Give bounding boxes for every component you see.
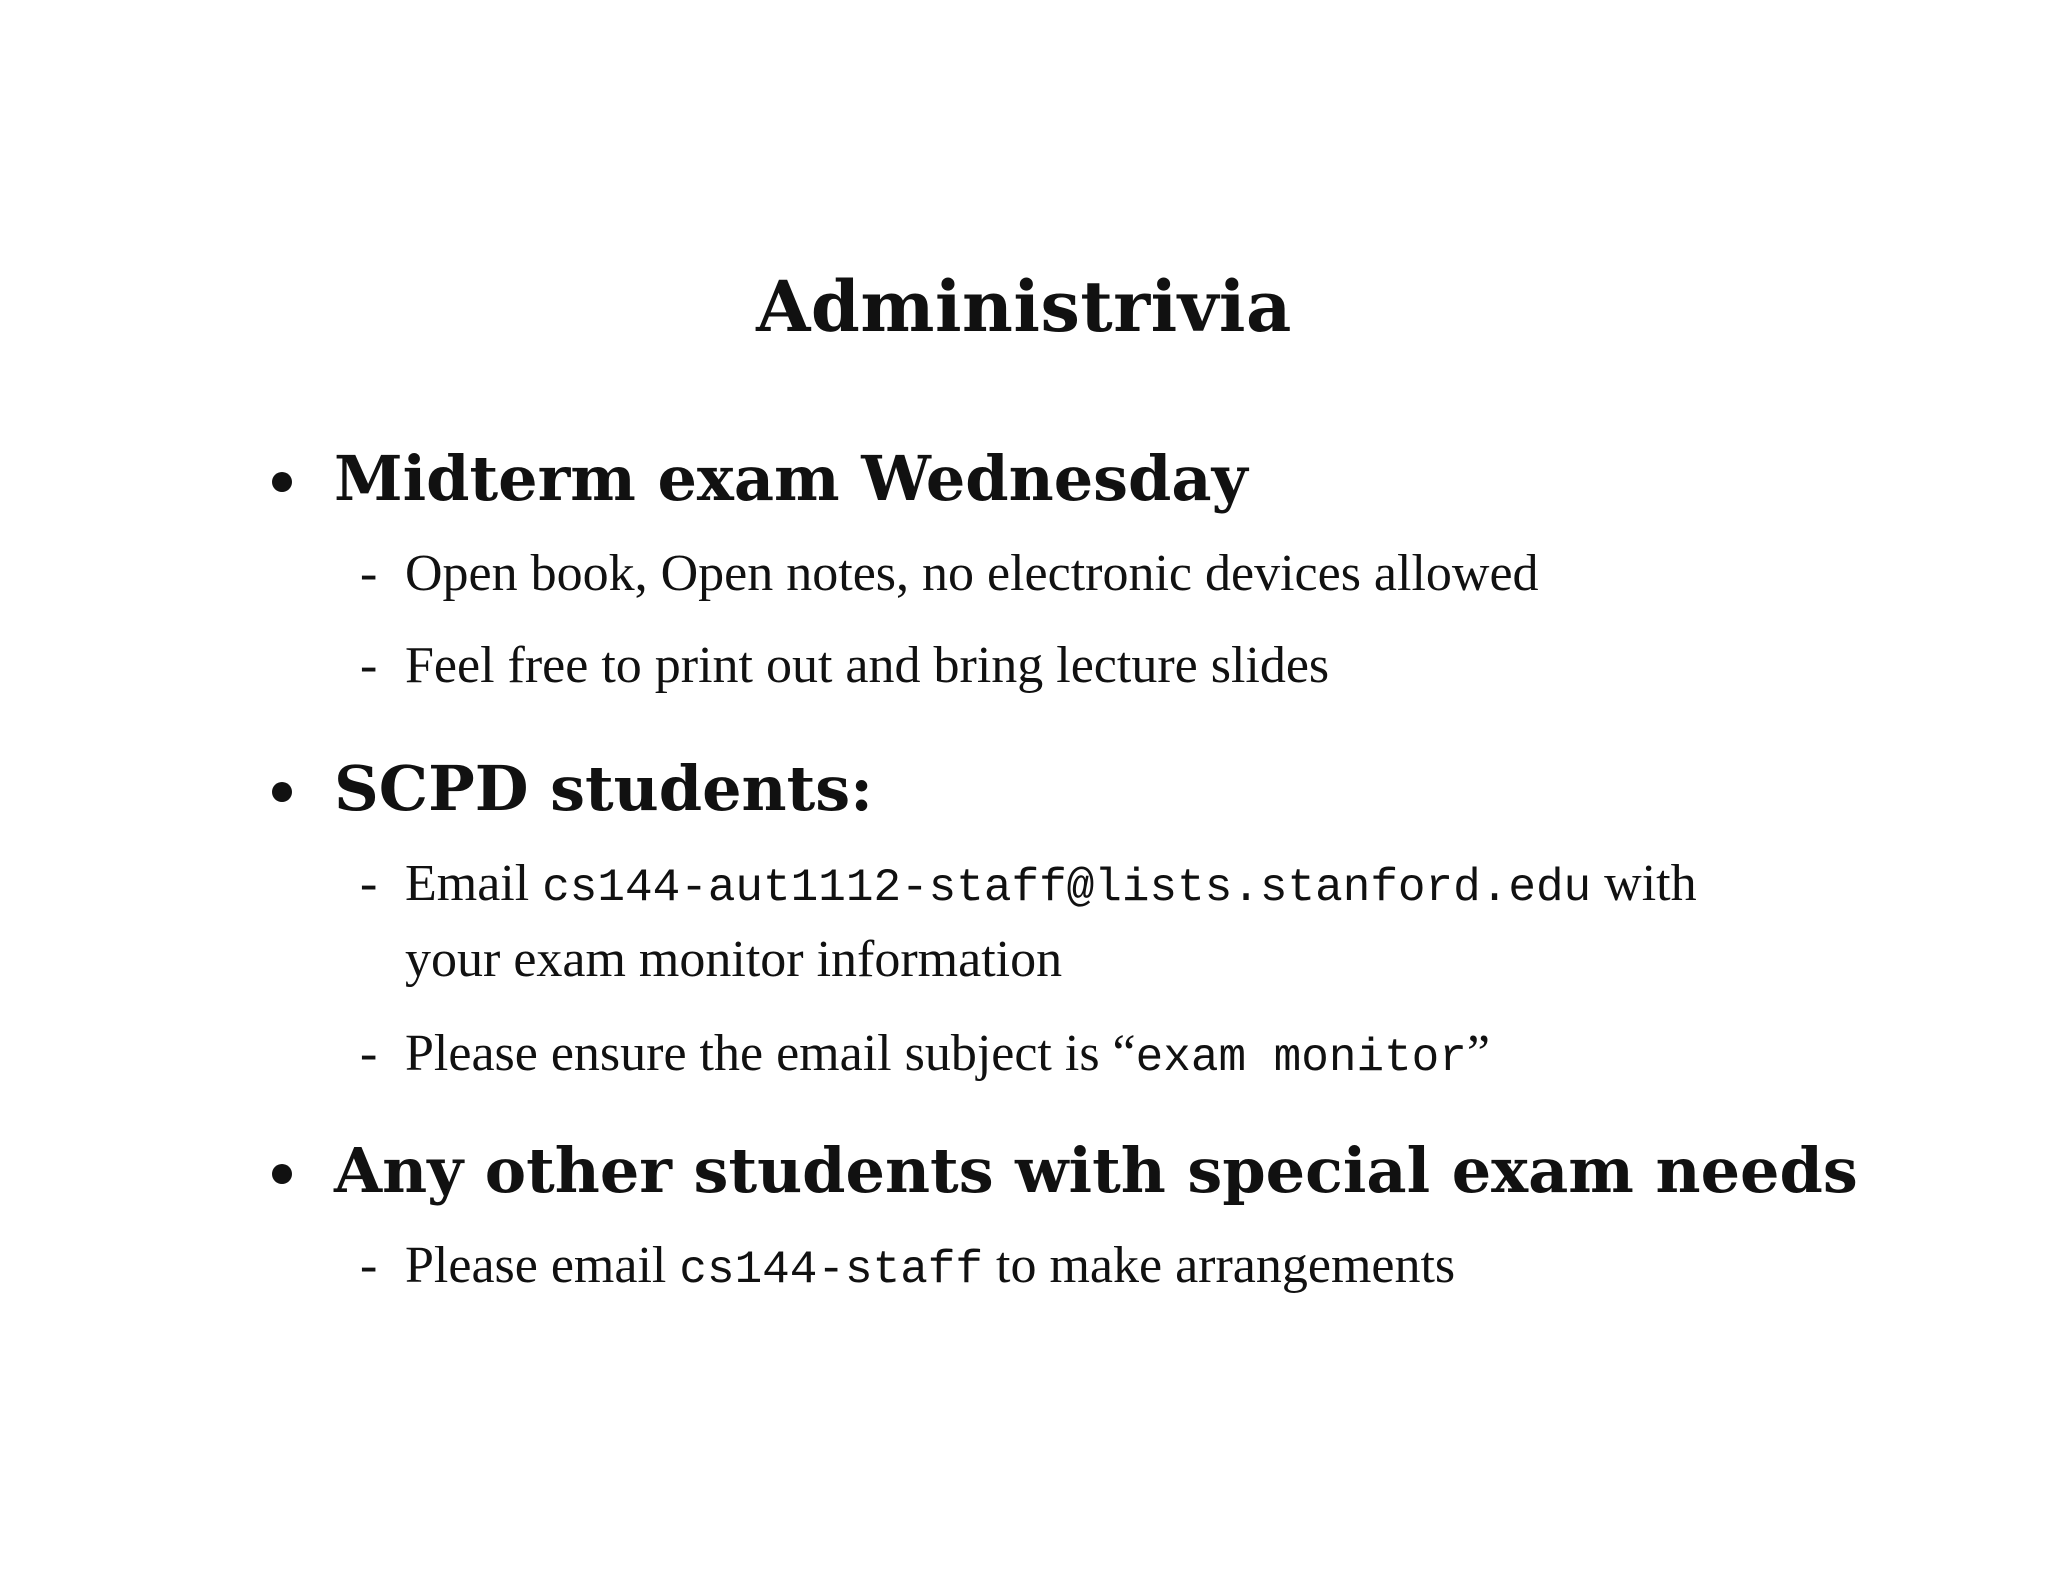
sub-text-post: with [1591, 855, 1697, 912]
email-address: cs144-aut1112-staff@lists.stanford.edu [542, 862, 1592, 914]
slide-title: Administrivia [756, 265, 1292, 348]
bullet-dot-icon [272, 782, 292, 802]
staff-alias: cs144-staff [679, 1244, 984, 1296]
sub-item-text [405, 1025, 1490, 1084]
dash-icon: - [360, 1025, 378, 1082]
dash-icon: - [360, 637, 378, 694]
dash-icon: - [360, 855, 378, 912]
sub-item-text [405, 855, 1697, 914]
dash-icon: - [360, 1237, 378, 1294]
sub-text-post: to make arrangements [983, 1237, 1456, 1294]
sub-item-text: Feel free to print out and bring lecture slides [405, 637, 1330, 694]
sub-text-pre: Please ensure the email subject is “ [405, 1025, 1136, 1082]
sub-item-text: your exam monitor information [405, 931, 1063, 988]
dash-icon: - [360, 545, 378, 602]
sub-text-pre: Email [405, 855, 543, 912]
email-subject: exam monitor [1135, 1032, 1467, 1084]
sub-text-pre: Please email [405, 1237, 680, 1294]
sub-text-post: ” [1466, 1025, 1490, 1082]
bullet-label: Midterm exam Wednesday [334, 442, 1248, 515]
sub-item-text: Open book, Open notes, no electronic devices allowed [405, 545, 1539, 602]
bullet-dot-icon [272, 1164, 292, 1184]
bullet-label: Any other students with special exam needs [334, 1134, 1858, 1207]
bullet-label: SCPD students: [334, 752, 874, 825]
bullet-dot-icon [272, 472, 292, 492]
sub-item-text [405, 1237, 1456, 1296]
